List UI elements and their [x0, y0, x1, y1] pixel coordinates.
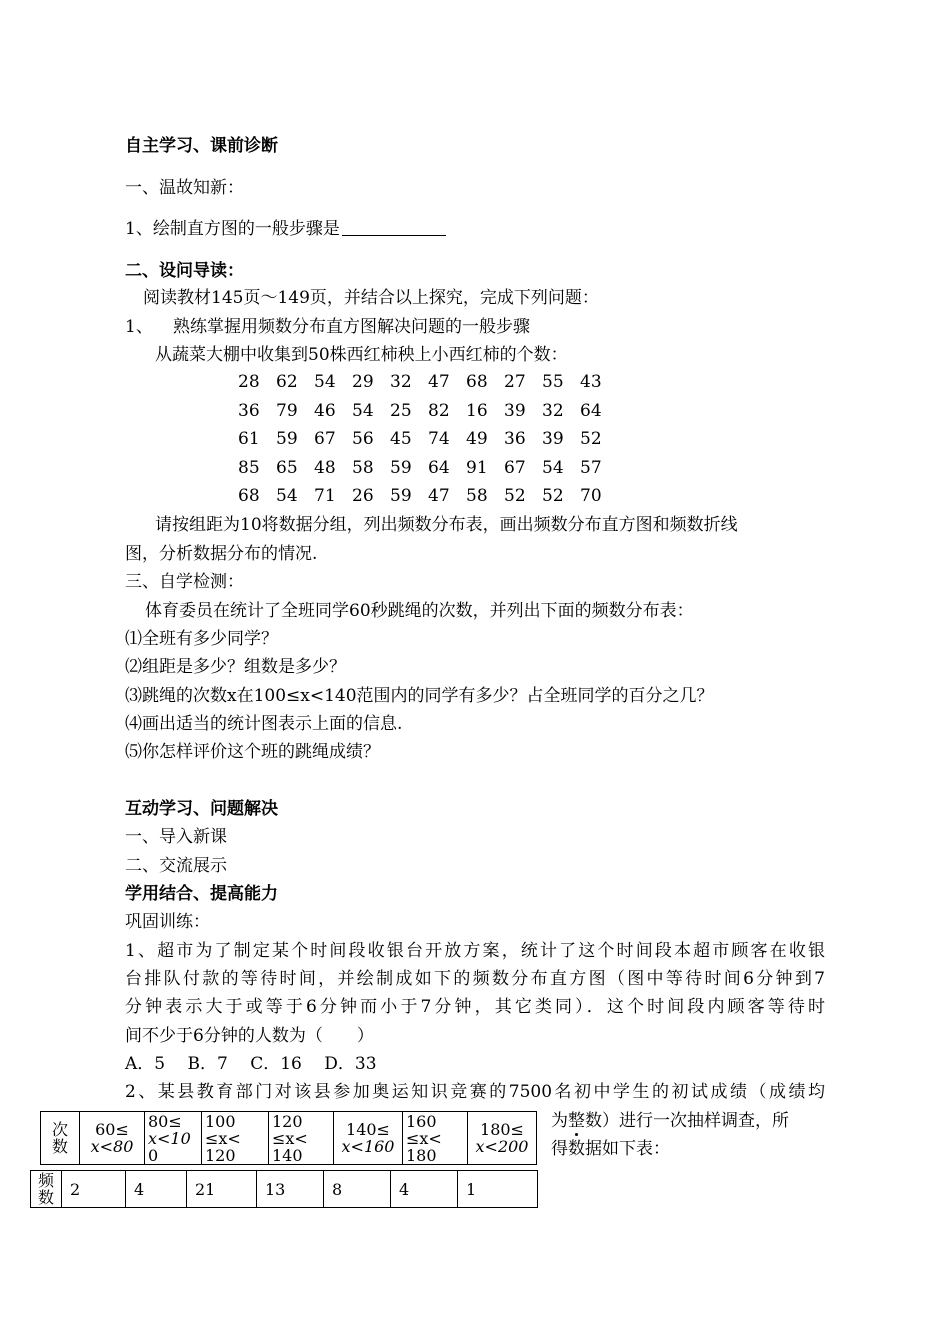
row-label-frequency: 频 数: [31, 1171, 62, 1208]
frequency-cell: 1: [458, 1171, 538, 1208]
number-cell: 36: [504, 429, 526, 449]
number-cell: 39: [542, 429, 564, 449]
number-cell: 67: [504, 458, 526, 478]
table-header-cell: 140≤ x<160: [334, 1112, 403, 1165]
subsection-review: 一、温故知新：: [125, 178, 244, 198]
frequency-cell: 2: [62, 1171, 126, 1208]
table-row: [31, 1171, 538, 1208]
problem-1-options: A．5 B．7 C．16 D．33: [125, 1054, 377, 1074]
number-cell: 64: [428, 458, 450, 478]
number-cell: 28: [238, 372, 260, 392]
number-cell: 45: [390, 429, 412, 449]
frequency-cell: 4: [391, 1171, 458, 1208]
number-cell: 59: [390, 486, 412, 506]
number-cell: 59: [276, 429, 298, 449]
number-cell: 68: [238, 486, 260, 506]
self-check-question: ⑷画出适当的统计图表示上面的信息.: [125, 714, 403, 734]
table-header-cell: 60≤ x<80: [80, 1112, 145, 1165]
table-header-cell: 160 ≤x< 180: [403, 1112, 468, 1165]
number-cell: 54: [352, 401, 374, 421]
answer-blank[interactable]: [342, 219, 446, 236]
number-cell: 25: [390, 401, 412, 421]
number-cell: 58: [352, 458, 374, 478]
item-1-number: 1、: [125, 317, 153, 337]
number-cell: 54: [542, 458, 564, 478]
number-cell: 36: [238, 401, 260, 421]
task-line-2: 图，分析数据分布的情况.: [125, 544, 318, 564]
number-cell: 65: [276, 458, 298, 478]
frequency-table-header: [40, 1111, 537, 1165]
number-cell: 47: [428, 372, 450, 392]
section-heading-interactive: 互动学习、问题解决: [125, 799, 278, 819]
question-1-text: 1、绘制直方图的一般步骤是: [125, 219, 340, 239]
section-heading-application: 学用结合、提高能力: [125, 884, 278, 904]
number-cell: 46: [314, 401, 336, 421]
self-check-question: ⑸你怎样评价这个班的跳绳成绩？: [125, 742, 380, 762]
number-cell: 16: [466, 401, 488, 421]
item-1-text: 熟练掌握用频数分布直方图解决问题的一般步骤: [173, 317, 530, 337]
number-cell: 26: [352, 486, 374, 506]
table-row: [41, 1112, 537, 1165]
number-cell: 54: [276, 486, 298, 506]
self-check-question: ⑵组距是多少？组数是多少？: [125, 657, 346, 677]
number-cell: 43: [580, 372, 602, 392]
problem-2-line-1: 2、某县教育部门对该县参加奥运知识竞赛的7500名初中学生的初试成绩（成绩均: [125, 1082, 825, 1102]
question-1: [125, 219, 446, 239]
number-cell: 52: [504, 486, 526, 506]
number-cell: 39: [504, 401, 526, 421]
number-cell: 74: [428, 429, 450, 449]
number-cell: 29: [352, 372, 374, 392]
sport-intro: 体育委员在统计了全班同学60秒跳绳的次数，并列出下面的频数分布表：: [145, 601, 694, 621]
frequency-table-values: [30, 1170, 538, 1208]
number-cell: 48: [314, 458, 336, 478]
problem-1-line: 1、超市为了制定某个时间段收银台开放方案，统计了这个时间段本超市顾客在收银: [125, 941, 825, 961]
number-cell: 54: [314, 372, 336, 392]
number-cell: 59: [390, 458, 412, 478]
frequency-cell: 8: [324, 1171, 391, 1208]
subsection-guided-reading: 二、设问导读：: [125, 261, 244, 281]
table-header-cell: 120 ≤x< 140: [269, 1112, 334, 1165]
number-cell: 79: [276, 401, 298, 421]
row-label-count: 次 数: [41, 1112, 80, 1165]
number-cell: 55: [542, 372, 564, 392]
number-cell: 56: [352, 429, 374, 449]
problem-1-line: 台排队付款的等待时间，并绘制成如下的频数分布直方图（图中等待时间6分钟到7: [125, 969, 825, 989]
interactive-item: 一、导入新课: [125, 827, 227, 847]
problem-1-line: 分钟表示大于或等于6分钟而小于7分钟，其它类同）．这个时间段内顾客等待时: [125, 997, 825, 1017]
number-cell: 27: [504, 372, 526, 392]
consolidation-label: 巩固训练：: [125, 912, 210, 932]
self-check-question: ⑶跳绳的次数x在100≤x<140范围内的同学有多少？占全班同学的百分之几？: [125, 686, 714, 706]
problem-2-line-3: 得数据如下表：: [551, 1139, 670, 1159]
number-cell: 64: [580, 401, 602, 421]
interactive-item: 二、交流展示: [125, 856, 227, 876]
self-check-question: ⑴全班有多少同学？: [125, 629, 278, 649]
table-header-cell: 180≤ x<200: [468, 1112, 537, 1165]
number-cell: 71: [314, 486, 336, 506]
number-cell: 47: [428, 486, 450, 506]
problem-1-line: 间不少于6分钟的人数为（ ）: [125, 1026, 374, 1046]
number-cell: 57: [580, 458, 602, 478]
problem-2-line-2-rest: ）进行一次抽样调查，所: [602, 1111, 789, 1131]
number-cell: 61: [238, 429, 260, 449]
subsection-self-check: 三、自学检测：: [125, 572, 244, 592]
number-cell: 70: [580, 486, 602, 506]
table-header-cell: 80≤ x<10 0: [145, 1112, 202, 1165]
task-line-1: 请按组距为10将数据分组，列出频数分布表，画出频数分布直方图和频数折线: [155, 515, 738, 535]
emphasis-integer: 为整数: [551, 1111, 602, 1131]
reading-instruction: 阅读教材145页～149页，并结合以上探究，完成下列问题：: [143, 288, 599, 308]
frequency-cell: 13: [257, 1171, 324, 1208]
number-cell: 32: [542, 401, 564, 421]
table-header-cell: 100 ≤x< 120: [202, 1112, 269, 1165]
frequency-cell: 4: [126, 1171, 187, 1208]
number-cell: 91: [466, 458, 488, 478]
number-cell: 49: [466, 429, 488, 449]
number-cell: 82: [428, 401, 450, 421]
number-cell: 52: [580, 429, 602, 449]
number-cell: 62: [276, 372, 298, 392]
number-cell: 67: [314, 429, 336, 449]
number-cell: 58: [466, 486, 488, 506]
frequency-cell: 21: [187, 1171, 257, 1208]
number-cell: 52: [542, 486, 564, 506]
number-cell: 85: [238, 458, 260, 478]
problem-2-line-2: [551, 1111, 789, 1131]
number-cell: 68: [466, 372, 488, 392]
section-heading-self-study: 自主学习、课前诊断: [125, 136, 278, 156]
collection-intro: 从蔬菜大棚中收集到50株西红柿秧上小西红柿的个数：: [155, 345, 568, 365]
number-cell: 32: [390, 372, 412, 392]
